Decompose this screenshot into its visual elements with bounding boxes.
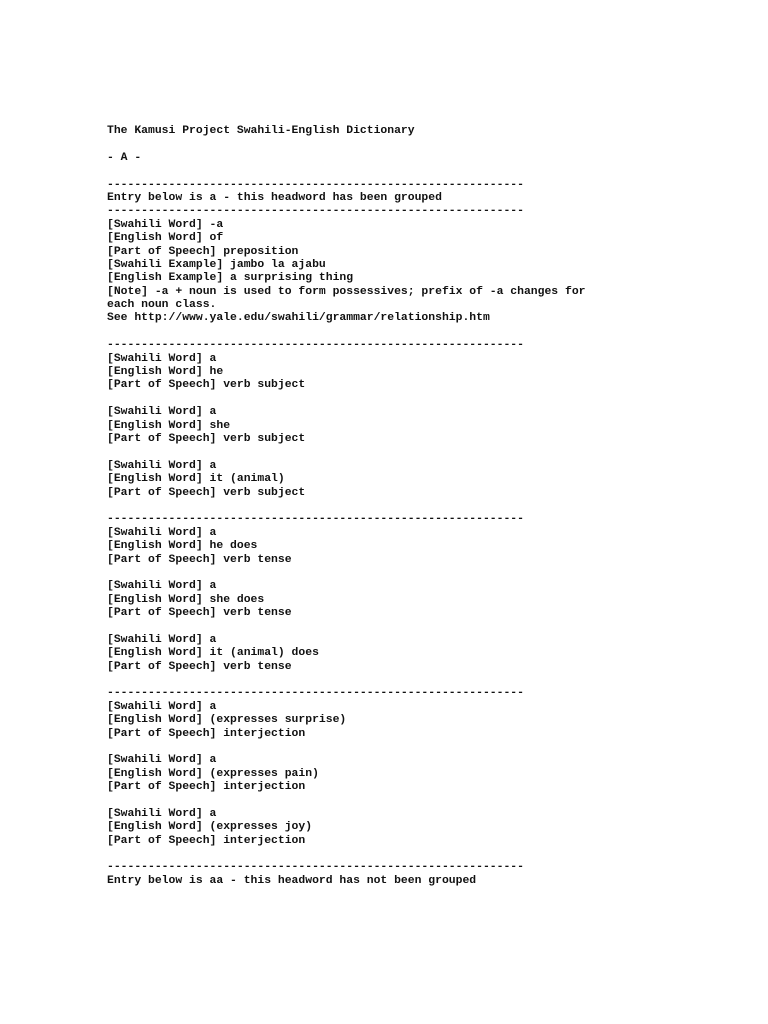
letter-heading: - A -: [107, 151, 142, 164]
separator-line: -------------------------------------------------------------: [107, 178, 524, 191]
part-of-speech-line: [Part of Speech] verb subject: [107, 486, 306, 499]
reference-line: See http://www.yale.edu/swahili/grammar/relationship.htm: [107, 312, 490, 325]
blank-line: [107, 446, 747, 459]
blank-line: [107, 848, 747, 861]
swahili-word-line: [Swahili Word] a: [107, 459, 217, 472]
swahili-word-line: [Swahili Word] a: [107, 700, 217, 713]
swahili-word-line: [Swahili Word] a: [107, 406, 217, 419]
part-of-speech-line: [Part of Speech] interjection: [107, 834, 306, 847]
swahili-word-line: [Swahili Word] a: [107, 807, 217, 820]
text-line: each noun class.: [107, 299, 217, 312]
separator-line: -------------------------------------------------------------: [107, 861, 524, 874]
blank-line: [107, 500, 747, 513]
part-of-speech-line: [Part of Speech] verb tense: [107, 553, 292, 566]
document-title: The Kamusi Project Swahili-English Dictionary: [107, 125, 415, 137]
english-word-line: [English Word] it (animal) does: [107, 647, 319, 660]
swahili-word-line: [Swahili Word] a: [107, 526, 217, 539]
english-example-line: [English Example] a surprising thing: [107, 272, 354, 285]
english-word-line: [English Word] it (animal): [107, 473, 285, 486]
english-word-line: [English Word] he: [107, 366, 224, 379]
swahili-word-line: [Swahili Word] a: [107, 633, 217, 646]
document-page: [107, 125, 747, 888]
separator-line: -------------------------------------------------------------: [107, 339, 524, 352]
english-word-line: [English Word] he does: [107, 540, 258, 553]
blank-line: [107, 567, 747, 580]
swahili-example-line: [Swahili Example] jambo la ajabu: [107, 258, 326, 271]
blank-line: [107, 165, 747, 178]
blank-line: [107, 620, 747, 633]
english-word-line: [English Word] (expresses pain): [107, 767, 319, 780]
english-word-line: [English Word] she does: [107, 593, 265, 606]
swahili-word-line: [Swahili Word] a: [107, 580, 217, 593]
part-of-speech-line: [Part of Speech] preposition: [107, 245, 299, 258]
swahili-word-line: [Swahili Word] a: [107, 352, 217, 365]
part-of-speech-line: [Part of Speech] verb subject: [107, 432, 306, 445]
english-word-line: [English Word] (expresses surprise): [107, 714, 347, 727]
note-line: [Note] -a + noun is used to form possessives; prefix of -a changes for: [107, 285, 586, 298]
part-of-speech-line: [Part of Speech] verb subject: [107, 379, 306, 392]
blank-line: [107, 795, 747, 808]
english-word-line: [English Word] she: [107, 419, 231, 432]
english-word-line: [English Word] of: [107, 232, 224, 245]
separator-line: -------------------------------------------------------------: [107, 205, 524, 218]
part-of-speech-line: [Part of Speech] interjection: [107, 781, 306, 794]
separator-line: -------------------------------------------------------------: [107, 687, 524, 700]
swahili-word-line: [Swahili Word] a: [107, 754, 217, 767]
blank-line: [107, 138, 747, 151]
part-of-speech-line: [Part of Speech] interjection: [107, 727, 306, 740]
separator-line: -------------------------------------------------------------: [107, 513, 524, 526]
blank-line: [107, 326, 747, 339]
blank-line: [107, 741, 747, 754]
swahili-word-line: [Swahili Word] -a: [107, 218, 224, 231]
entry-group-header: Entry below is aa - this headword has not been grouped: [107, 874, 477, 887]
part-of-speech-line: [Part of Speech] verb tense: [107, 607, 292, 620]
english-word-line: [English Word] (expresses joy): [107, 821, 313, 834]
entry-group-header: Entry below is a - this headword has been grouped: [107, 191, 442, 204]
part-of-speech-line: [Part of Speech] verb tense: [107, 660, 292, 673]
blank-line: [107, 674, 747, 687]
blank-line: [107, 393, 747, 406]
